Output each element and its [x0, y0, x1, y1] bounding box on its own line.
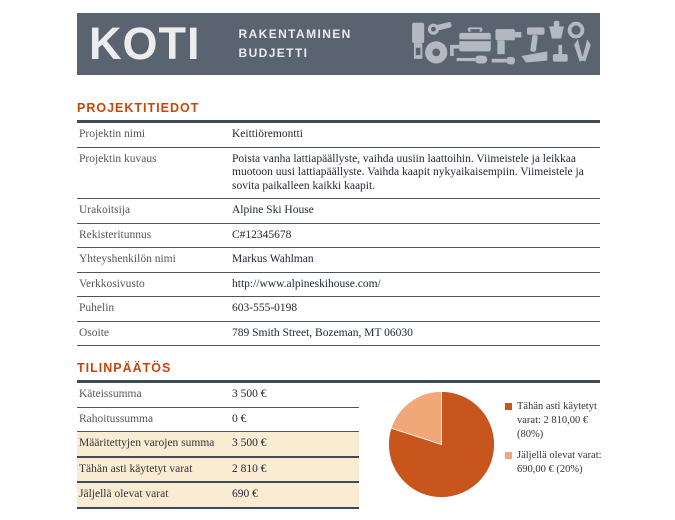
budget-pie-chart[interactable] — [359, 383, 613, 506]
table-row-highlighted — [77, 432, 359, 458]
subtitle-line-1: RAKENTAMINEN — [238, 27, 352, 41]
table-row — [77, 248, 600, 273]
row-label: Määritettyjen varojen summa — [79, 437, 215, 449]
table-row — [77, 297, 600, 322]
subtitle-line-2: BUDJETTI — [238, 46, 309, 60]
contractor-cell[interactable]: Alpine Ski House — [232, 204, 314, 216]
row-label: Käteissumma — [79, 388, 142, 400]
finance-area — [77, 383, 600, 509]
legend-item[interactable] — [505, 400, 613, 442]
row-label: Osoite — [79, 326, 110, 339]
page-subtitle — [239, 25, 352, 63]
header-banner — [77, 13, 600, 75]
table-row — [77, 383, 359, 408]
table-row-highlighted — [77, 483, 359, 509]
legend-label: Jäljellä olevat varat: 690,00 € (20%) — [517, 449, 602, 475]
row-label: Urakoitsija — [79, 204, 131, 216]
finance-section-heading: TILINPÄÄTÖS — [77, 361, 172, 375]
table-row — [77, 123, 600, 148]
table-row — [77, 224, 600, 249]
row-label: Verkkosivusto — [79, 277, 145, 290]
legend-swatch — [505, 452, 512, 459]
sheet-content — [77, 13, 600, 509]
cash-amount-cell[interactable]: 3 500 € — [232, 388, 267, 400]
row-label: Rahoitussumma — [79, 412, 154, 425]
row-label: Projektin kuvaus — [79, 152, 157, 165]
row-label: Yhteyshenkilön nimi — [79, 253, 176, 265]
finance-table — [77, 383, 359, 509]
contact-name-cell[interactable]: Markus Wahlman — [232, 253, 314, 265]
project-name-cell[interactable]: Keittiöremontti — [232, 128, 303, 140]
row-label: Jäljellä olevat varat — [79, 488, 169, 500]
project-table — [77, 123, 600, 346]
construction-tools-icon — [405, 19, 597, 69]
address-cell[interactable]: 789 Smith Street, Bozeman, MT 06030 — [232, 326, 413, 339]
website-link[interactable]: http://www.alpineskihouse.com/ — [232, 277, 381, 290]
table-row — [77, 199, 600, 224]
project-info-section — [77, 101, 600, 346]
table-row — [77, 148, 600, 200]
table-row — [77, 322, 600, 347]
spent-funds-cell[interactable]: 2 810 € — [232, 462, 267, 475]
pie-chart-svg[interactable] — [385, 388, 498, 501]
row-label: Puhelin — [79, 302, 115, 314]
total-funds-cell[interactable]: 3 500 € — [232, 437, 267, 449]
registration-id-cell[interactable]: C#12345678 — [232, 228, 292, 241]
row-label: Tähän asti käytetyt varat — [79, 462, 193, 475]
phone-cell[interactable]: 603-555-0198 — [232, 302, 298, 314]
row-label: Rekisteritunnus — [79, 228, 152, 241]
legend-item[interactable] — [505, 449, 613, 477]
project-section-heading: PROJEKTITIEDOT — [77, 101, 200, 115]
table-row-highlighted — [77, 458, 359, 484]
legend-label: Tähän asti käytetyt varat: 2 810,00 € (80%) — [517, 401, 597, 440]
remaining-funds-cell[interactable]: 690 € — [232, 488, 258, 500]
financial-summary-section — [77, 361, 600, 509]
chart-legend — [505, 400, 613, 506]
table-row — [77, 408, 359, 433]
legend-swatch — [505, 403, 512, 410]
project-description-cell[interactable]: Poista vanha lattiapäällyste, vaihda uusiin laattoihin. Viimeistele ja leikkaa muotoon uusi lattiapäällyste. Vaihda kaapit nykyaikaisempiin. Viimeistele ja sovita paikalleen kaikki kaapit. — [232, 152, 584, 192]
table-row — [77, 273, 600, 298]
row-label: Projektin nimi — [79, 128, 146, 140]
page-title: KOTI — [89, 18, 201, 69]
loan-amount-cell[interactable]: 0 € — [232, 412, 247, 425]
pie-wrap — [385, 388, 498, 506]
